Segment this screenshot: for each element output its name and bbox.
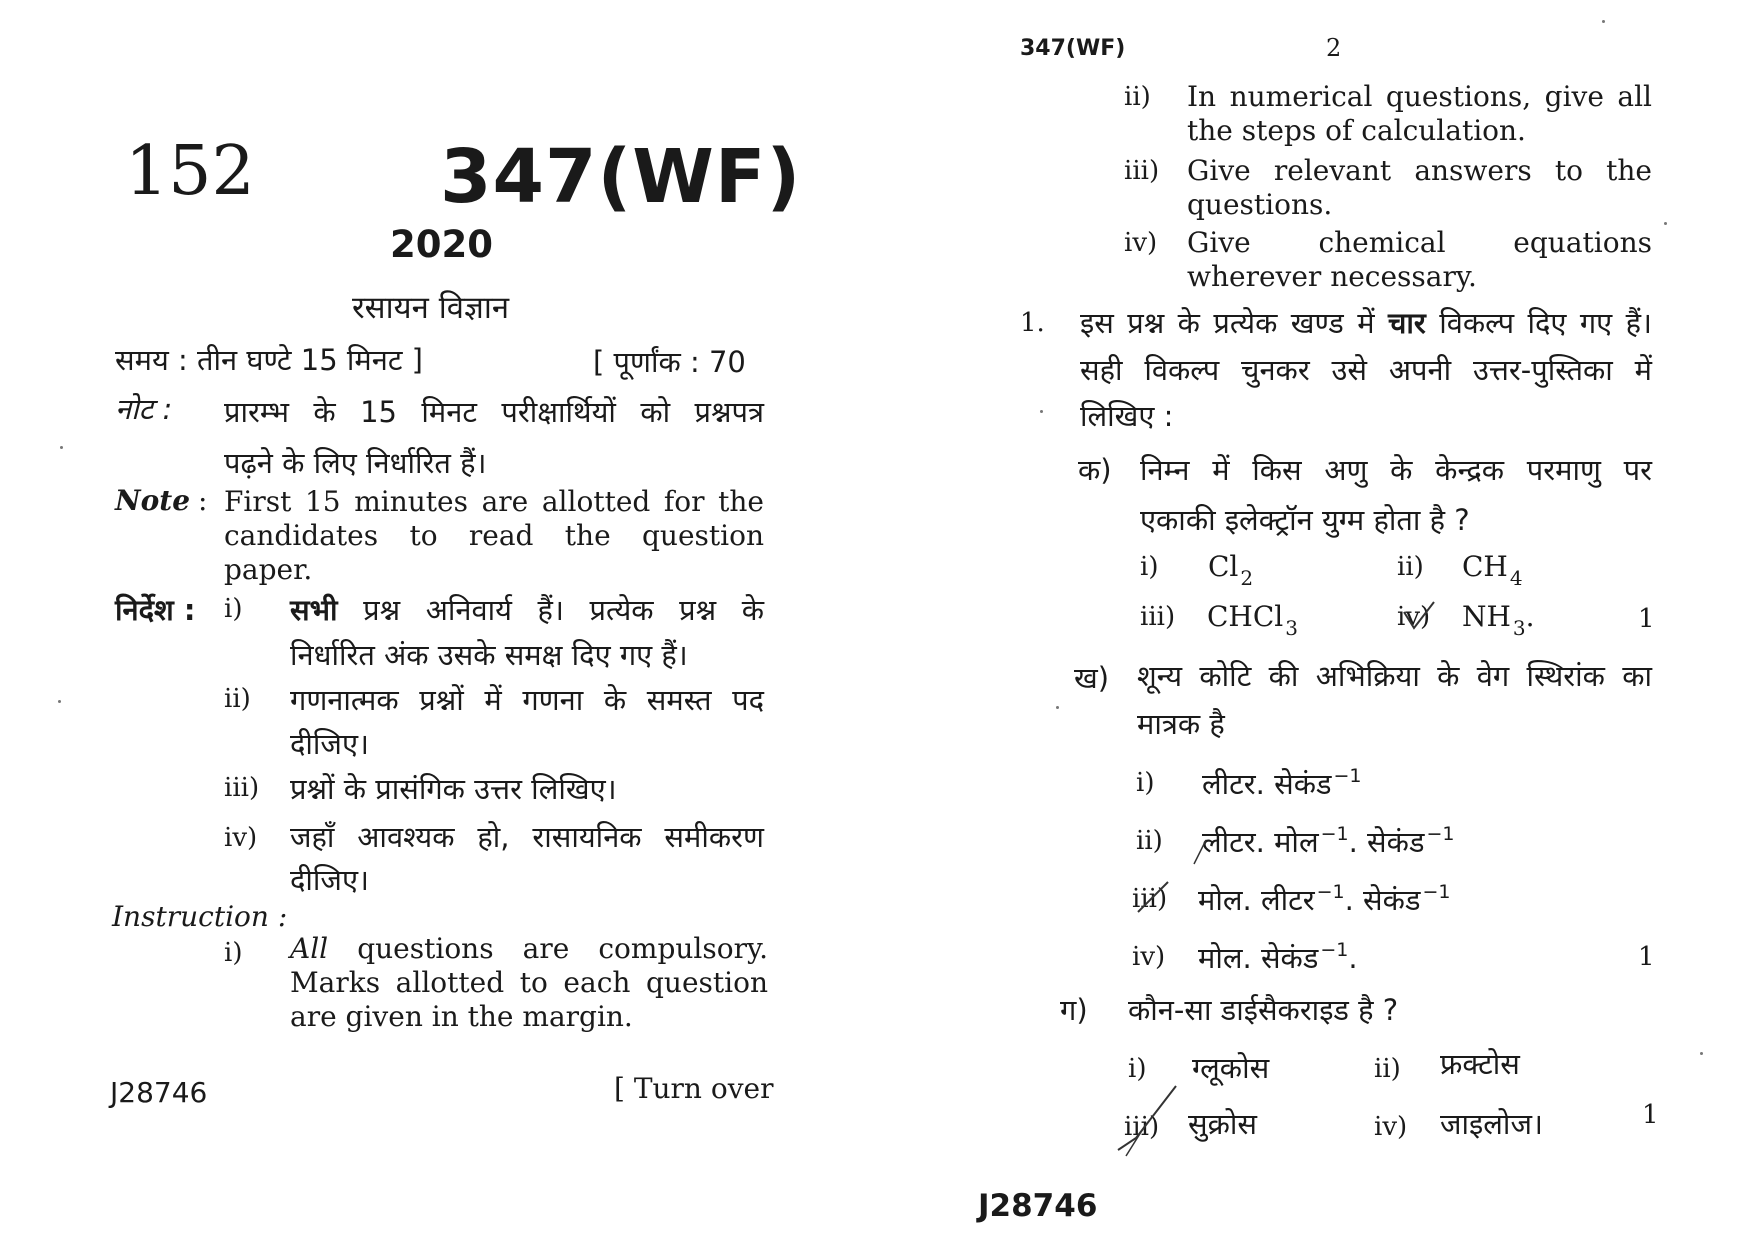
note-english-label — [115, 484, 207, 517]
sub-question-kha-line-1: शून्य कोटि की अभिक्रिया के वेग स्थिरांक का — [1137, 659, 1652, 693]
tick-mark-ka-iv — [1400, 598, 1440, 638]
kha-option-1-unit: लीटर. सेकंड — [1202, 767, 1332, 801]
subject-title: रसायन विज्ञान — [352, 290, 510, 326]
right-instruction-ii-line-2: the steps of calculation. — [1187, 114, 1526, 147]
right-instruction-ii-number: ii) — [1124, 82, 1151, 112]
scan-speck — [1664, 222, 1667, 225]
ka-option-4-period: . — [1525, 600, 1535, 633]
ga-option-2-text: फ्रक्टोस — [1440, 1047, 1520, 1081]
direction-2-number: ii) — [224, 684, 251, 714]
ka-option-3-base: CHCl — [1207, 600, 1284, 633]
direction-4-line-1: जहाँ आवश्यक हो, रासायनिक समीकरण — [290, 820, 764, 854]
question-1-line-3: लिखिए : — [1080, 399, 1174, 433]
left-footer-code: J28746 — [110, 1076, 208, 1109]
instruction-1-line-3: are given in the margin. — [290, 1000, 633, 1033]
note-hindi-label: नोट : — [115, 392, 173, 426]
direction-1-bold-word: सभी — [290, 593, 338, 627]
ka-option-2-subscript: 4 — [1509, 566, 1523, 590]
scan-speck — [58, 700, 61, 703]
note-english-colon: : — [198, 484, 208, 517]
ka-option-1-formula — [1208, 550, 1254, 590]
paper-code: 347(WF) — [440, 134, 802, 220]
ka-option-3-number: iii) — [1140, 602, 1176, 632]
kha-option-3-number: iii) — [1132, 884, 1168, 914]
question-1-line-1 — [1080, 303, 1652, 342]
question-1-number: 1. — [1020, 308, 1045, 338]
right-header-code: 347(WF) — [1020, 36, 1126, 61]
scan-speck — [60, 446, 63, 449]
instruction-label: Instruction : — [112, 900, 288, 933]
direction-1-number: i) — [224, 594, 243, 624]
instruction-1-line-2: Marks allotted to each question — [290, 966, 768, 999]
ga-marks: 1 — [1642, 1100, 1659, 1130]
tick-mark-kha-iii — [1134, 878, 1174, 918]
tick-mark-ga-iii — [1116, 1080, 1186, 1160]
kha-option-4-period: . — [1348, 941, 1358, 975]
kha-option-3-text — [1198, 880, 1450, 919]
ka-option-3-formula — [1207, 600, 1298, 640]
right-instruction-iv-number: iv) — [1124, 228, 1158, 258]
sub-question-ka-line-2: एकाकी इलेक्ट्रॉन युग्म होता है ? — [1140, 503, 1470, 537]
ga-option-4-text: जाइलोज। — [1440, 1107, 1543, 1141]
direction-3-number: iii) — [224, 773, 260, 803]
kha-marks: 1 — [1638, 942, 1655, 972]
kha-option-3-exponent-a: −1 — [1316, 881, 1345, 903]
instruction-1-italic-word: All — [290, 932, 329, 965]
kha-option-4-unit: मोल. सेकंड — [1198, 941, 1319, 975]
sub-question-ka-line-1: निम्न में किस अणु के केन्द्रक परमाणु पर — [1140, 453, 1652, 487]
time-allowed: समय : तीन घण्टे 15 मिनट ] — [115, 343, 423, 377]
exam-year: 2020 — [390, 223, 493, 266]
instruction-1-line-1 — [290, 932, 768, 965]
right-footer-code: J28746 — [978, 1188, 1098, 1224]
note-english-line-1: First 15 minutes are allotted for the — [224, 485, 764, 518]
ga-option-2-number: ii) — [1374, 1054, 1401, 1084]
scan-speck — [1700, 1052, 1703, 1055]
direction-3-line-1: प्रश्नों के प्रासंगिक उत्तर लिखिए। — [290, 772, 617, 806]
kha-option-3-exponent-b: −1 — [1422, 881, 1451, 903]
right-instruction-iv-line-1: Give chemical equations — [1187, 226, 1652, 259]
ka-option-4-base: NH — [1462, 600, 1511, 633]
kha-option-4-number: iv) — [1132, 942, 1166, 972]
kha-option-1-text — [1202, 764, 1362, 803]
note-hindi-line-2: पढ़ने के लिए निर्धारित हैं। — [224, 446, 487, 480]
ka-option-3-subscript: 3 — [1285, 616, 1298, 640]
direction-1-line-2: निर्धारित अंक उसके समक्ष दिए गए हैं। — [290, 638, 688, 672]
right-instruction-iii-line-2: questions. — [1187, 188, 1333, 221]
sub-question-ka-label: क) — [1078, 453, 1112, 487]
ga-option-1-text: ग्लूकोस — [1192, 1051, 1270, 1085]
scan-speck — [1040, 410, 1043, 413]
directions-label: निर्देश : — [115, 593, 196, 627]
direction-2-line-2: दीजिए। — [290, 727, 369, 761]
note-hindi-line-1: प्रारम्भ के 15 मिनट परीक्षार्थियों को प्रश्नपत्र — [224, 395, 764, 429]
kha-option-3-unit-b: . सेकंड — [1344, 883, 1421, 917]
kha-option-2-exponent-b: −1 — [1426, 823, 1455, 845]
right-instruction-iii-number: iii) — [1124, 156, 1160, 186]
kha-option-2-exponent-a: −1 — [1320, 823, 1349, 845]
kha-option-2-text — [1202, 822, 1454, 861]
kha-option-2-number: ii) — [1136, 826, 1163, 856]
kha-option-2-unit-b: . सेकंड — [1348, 825, 1425, 859]
ga-option-4-number: iv) — [1374, 1112, 1408, 1142]
right-instruction-iv-line-2: wherever necessary. — [1187, 260, 1477, 293]
ka-option-2-base: CH — [1462, 550, 1508, 583]
sub-question-kha-label: ख) — [1074, 661, 1110, 695]
kha-option-3-unit-a: मोल. लीटर — [1198, 883, 1315, 917]
kha-option-4-exponent: −1 — [1320, 939, 1349, 961]
ka-option-2-number: ii) — [1397, 552, 1424, 582]
ka-marks: 1 — [1638, 604, 1655, 634]
ka-option-4-subscript: 3 — [1512, 616, 1526, 640]
kha-option-1-number: i) — [1136, 768, 1155, 798]
maximum-marks: [ पूर्णांक : 70 — [593, 345, 746, 379]
kha-option-4-text — [1198, 938, 1358, 977]
ga-option-3-text: सुक्रोस — [1188, 1107, 1257, 1141]
ka-option-4-number: iv) — [1397, 602, 1431, 632]
question-1-line-1-pre: इस प्रश्न के प्रत्येक खण्ड में — [1080, 306, 1375, 340]
right-instruction-ii-line-1: In numerical questions, give all — [1187, 80, 1652, 113]
direction-4-number: iv) — [224, 823, 258, 853]
question-1-line-1-post: विकल्प दिए गए हैं। — [1439, 306, 1652, 340]
tick-mark-kha-ii — [1190, 838, 1210, 868]
scan-speck — [1056, 706, 1059, 709]
ka-option-2-formula — [1462, 550, 1523, 590]
kha-option-2-unit-a: लीटर. मोल — [1202, 825, 1319, 859]
ga-option-1-number: i) — [1128, 1054, 1147, 1084]
turn-over-label: [ Turn over — [614, 1072, 774, 1105]
direction-1-line-1 — [290, 590, 764, 629]
ka-option-1-base: Cl — [1208, 550, 1239, 583]
right-page-number: 2 — [1326, 34, 1342, 62]
ka-option-4-formula — [1462, 600, 1535, 640]
question-1-line-2: सही विकल्प चुनकर उसे अपनी उत्तर-पुस्तिका में — [1080, 353, 1652, 387]
note-english-word: Note — [115, 484, 191, 517]
ka-option-1-number: i) — [1140, 552, 1159, 582]
ga-option-3-number: iii) — [1124, 1112, 1160, 1142]
right-instruction-iii-line-1: Give relevant answers to the — [1187, 154, 1652, 187]
serial-number: 152 — [125, 132, 255, 211]
question-1-bold-word: चार — [1388, 306, 1426, 340]
direction-4-line-2: दीजिए। — [290, 863, 369, 897]
direction-1-text: प्रश्न अनिवार्य हैं। प्रत्येक प्रश्न के — [363, 593, 765, 627]
note-english-line-3: paper. — [224, 553, 313, 586]
sub-question-kha-line-2: मात्रक है — [1137, 707, 1225, 741]
ka-option-1-subscript: 2 — [1240, 566, 1254, 590]
kha-option-1-exponent: −1 — [1333, 765, 1362, 787]
instruction-1-text: questions are compulsory. — [357, 932, 768, 965]
instruction-1-number: i) — [224, 938, 243, 968]
sub-question-ga-line-1: कौन-सा डाईसैकराइड है ? — [1128, 993, 1399, 1027]
scan-speck — [1602, 20, 1605, 23]
sub-question-ga-label: ग) — [1060, 993, 1088, 1027]
note-english-line-2: candidates to read the question — [224, 519, 764, 552]
direction-2-line-1: गणनात्मक प्रश्नों में गणना के समस्त पद — [290, 683, 764, 717]
